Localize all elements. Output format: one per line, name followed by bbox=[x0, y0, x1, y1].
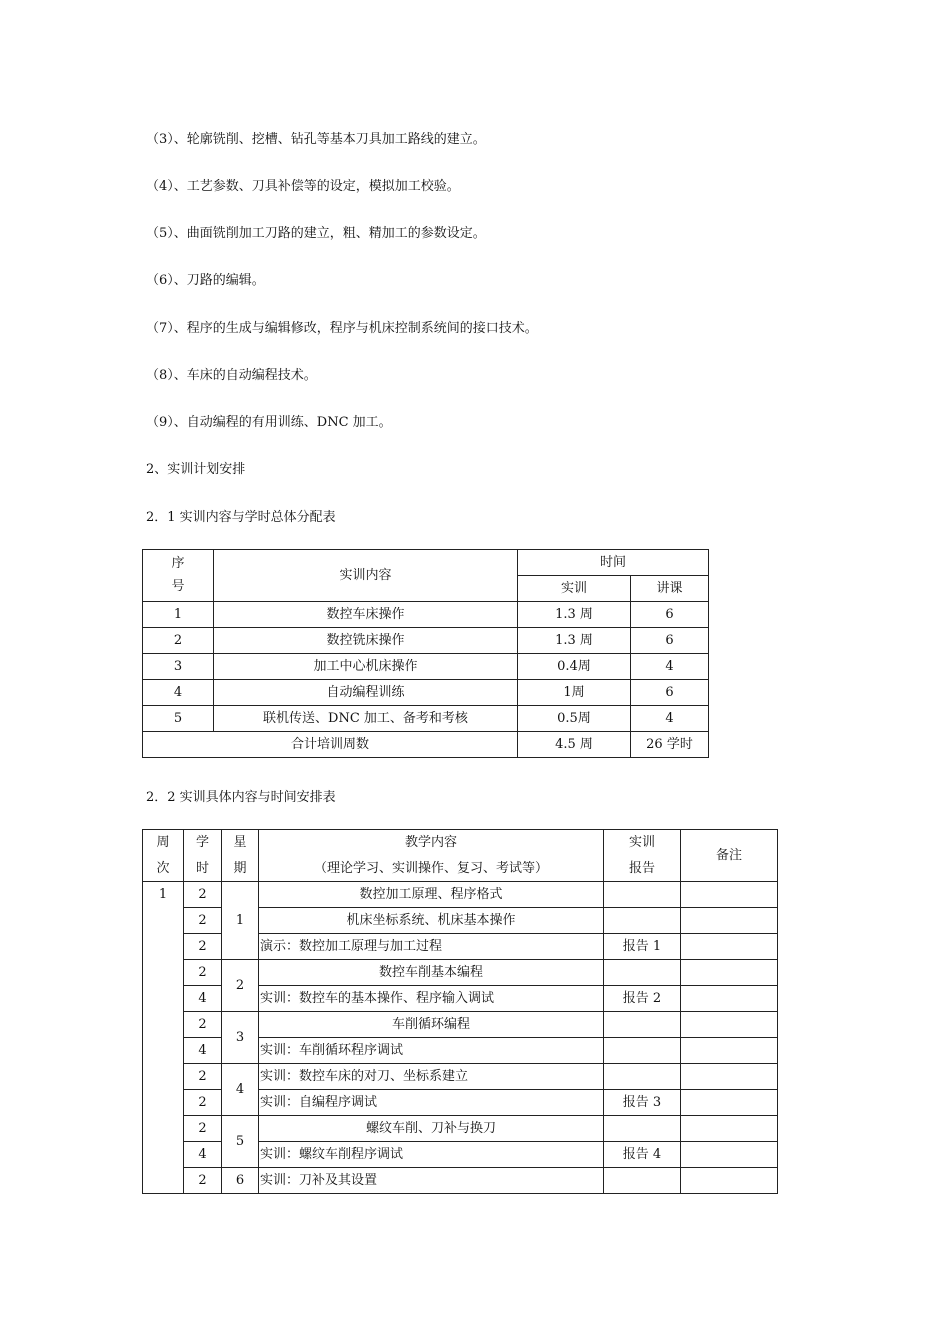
week-number: 1 bbox=[158, 887, 168, 902]
cell-practice: 0.5周 bbox=[518, 706, 631, 732]
table-header-row bbox=[143, 830, 778, 856]
cell-note bbox=[681, 1168, 778, 1194]
cell-content: 数控铣床操作 bbox=[214, 628, 518, 654]
cell-hours: 2 bbox=[184, 960, 222, 986]
cell-content: 实训：车削循环程序调试 bbox=[259, 1038, 604, 1064]
table-row bbox=[143, 1012, 778, 1038]
header-seq-bottom: 号 bbox=[171, 579, 185, 594]
cell-hours: 2 bbox=[184, 882, 222, 908]
cell-note bbox=[681, 1064, 778, 1090]
header-week-bottom: 次 bbox=[156, 860, 170, 876]
cell-seq: 5 bbox=[143, 706, 214, 732]
header-time: 时间 bbox=[518, 550, 709, 576]
header-hours bbox=[184, 830, 222, 882]
table2-heading: 2．2 实训具体内容与时间安排表 bbox=[146, 790, 336, 805]
header-content-bottom: （理论学习、实训操作、复习、考试等） bbox=[313, 860, 548, 876]
cell-content: 数控加工原理、程序格式 bbox=[259, 882, 604, 908]
table-row bbox=[143, 1168, 778, 1194]
header-content: 实训内容 bbox=[214, 550, 518, 602]
cell-hours: 4 bbox=[184, 1142, 222, 1168]
table-row bbox=[143, 882, 778, 908]
header-hours-bottom: 时 bbox=[195, 860, 209, 876]
header-day bbox=[222, 830, 259, 882]
cell-day: 6 bbox=[222, 1168, 259, 1194]
header-note: 备注 bbox=[681, 830, 778, 882]
cell-lecture: 6 bbox=[631, 602, 709, 628]
cell-content: 自动编程训练 bbox=[214, 680, 518, 706]
cell-lecture: 6 bbox=[631, 680, 709, 706]
cell-day: 3 bbox=[222, 1012, 259, 1064]
table-row bbox=[143, 1064, 778, 1090]
header-content bbox=[259, 830, 604, 882]
table-row bbox=[143, 706, 709, 732]
cell-report bbox=[604, 960, 681, 986]
cell-day: 5 bbox=[222, 1116, 259, 1168]
cell-report bbox=[604, 1168, 681, 1194]
total-lecture: 26 学时 bbox=[631, 732, 709, 758]
header-week-top: 周 bbox=[156, 834, 170, 850]
cell-note bbox=[681, 908, 778, 934]
cell-content: 螺纹车削、刀补与换刀 bbox=[259, 1116, 604, 1142]
cell-hours: 4 bbox=[184, 1038, 222, 1064]
cell-note bbox=[681, 1038, 778, 1064]
cell-note bbox=[681, 1090, 778, 1116]
cell-seq: 3 bbox=[143, 654, 214, 680]
cell-lecture: 6 bbox=[631, 628, 709, 654]
cell-content: 机床坐标系统、机床基本操作 bbox=[259, 908, 604, 934]
cell-note bbox=[681, 986, 778, 1012]
header-week bbox=[143, 830, 184, 882]
header-seq bbox=[143, 550, 214, 602]
cell-content: 联机传送、DNC 加工、备考和考核 bbox=[214, 706, 518, 732]
cell-content: 实训：刀补及其设置 bbox=[259, 1168, 604, 1194]
cell-hours: 4 bbox=[184, 986, 222, 1012]
header-seq-top: 序 bbox=[171, 556, 185, 571]
table-row bbox=[143, 1116, 778, 1142]
cell-hours: 2 bbox=[184, 908, 222, 934]
cell-hours: 2 bbox=[184, 1116, 222, 1142]
cell-day: 4 bbox=[222, 1064, 259, 1116]
cell-report: 报告 4 bbox=[604, 1142, 681, 1168]
table-row bbox=[143, 680, 709, 706]
cell-day: 2 bbox=[222, 960, 259, 1012]
cell-practice: 1周 bbox=[518, 680, 631, 706]
cell-note bbox=[681, 882, 778, 908]
table-row bbox=[143, 628, 709, 654]
cell-day: 1 bbox=[222, 882, 259, 960]
table-row bbox=[143, 654, 709, 680]
cell-report bbox=[604, 1038, 681, 1064]
cell-content: 实训：数控车床的对刀、坐标系建立 bbox=[259, 1064, 604, 1090]
paragraph-5: （5）、曲面铣削加工刀路的建立，粗、精加工的参数设定。 bbox=[146, 226, 486, 241]
cell-hours: 2 bbox=[184, 1012, 222, 1038]
cell-hours: 2 bbox=[184, 1168, 222, 1194]
table-row bbox=[143, 602, 709, 628]
header-day-top: 星 bbox=[233, 834, 247, 850]
header-report bbox=[604, 830, 681, 882]
cell-content: 演示：数控加工原理与加工过程 bbox=[259, 934, 604, 960]
header-practice: 实训 bbox=[518, 576, 631, 602]
header-report-bottom: 报告 bbox=[628, 860, 655, 876]
cell-lecture: 4 bbox=[631, 706, 709, 732]
header-report-top: 实训 bbox=[628, 834, 655, 850]
header-lecture: 讲课 bbox=[631, 576, 709, 602]
table-header-row bbox=[143, 550, 709, 576]
table1-heading: 2．1 实训内容与学时总体分配表 bbox=[146, 510, 336, 525]
cell-report bbox=[604, 1064, 681, 1090]
cell-content: 实训：自编程序调试 bbox=[259, 1090, 604, 1116]
cell-report: 报告 1 bbox=[604, 934, 681, 960]
cell-report bbox=[604, 882, 681, 908]
header-content-top: 教学内容 bbox=[404, 834, 457, 850]
hours-allocation-table bbox=[142, 549, 709, 758]
paragraph-8: （8）、车床的自动编程技术。 bbox=[146, 368, 317, 383]
cell-content: 实训：数控车的基本操作、程序输入调试 bbox=[259, 986, 604, 1012]
table-total-row bbox=[143, 732, 709, 758]
cell-seq: 2 bbox=[143, 628, 214, 654]
cell-hours: 2 bbox=[184, 934, 222, 960]
cell-content: 车削循环编程 bbox=[259, 1012, 604, 1038]
cell-lecture: 4 bbox=[631, 654, 709, 680]
paragraph-7: （7）、程序的生成与编辑修改，程序与机床控制系统间的接口技术。 bbox=[146, 321, 538, 336]
header-hours-top: 学 bbox=[195, 834, 209, 850]
paragraph-4: （4）、工艺参数、刀具补偿等的设定，模拟加工校验。 bbox=[146, 179, 460, 194]
cell-seq: 4 bbox=[143, 680, 214, 706]
paragraph-6: （6）、刀路的编辑。 bbox=[146, 273, 265, 288]
schedule-table bbox=[142, 829, 778, 1194]
cell-practice: 0.4周 bbox=[518, 654, 631, 680]
cell-hours: 2 bbox=[184, 1064, 222, 1090]
cell-note bbox=[681, 934, 778, 960]
cell-practice: 1.3 周 bbox=[518, 602, 631, 628]
cell-week bbox=[143, 882, 184, 1194]
cell-practice: 1.3 周 bbox=[518, 628, 631, 654]
section-heading: 2、实训计划安排 bbox=[146, 462, 246, 477]
cell-report bbox=[604, 908, 681, 934]
cell-content: 加工中心机床操作 bbox=[214, 654, 518, 680]
cell-note bbox=[681, 1116, 778, 1142]
total-label: 合计培训周数 bbox=[143, 732, 518, 758]
table-row bbox=[143, 960, 778, 986]
cell-hours: 2 bbox=[184, 1090, 222, 1116]
paragraph-9: （9）、自动编程的有用训练、DNC 加工。 bbox=[146, 415, 392, 430]
cell-content: 数控车床操作 bbox=[214, 602, 518, 628]
cell-report bbox=[604, 1012, 681, 1038]
cell-report: 报告 3 bbox=[604, 1090, 681, 1116]
header-day-bottom: 期 bbox=[233, 860, 247, 876]
cell-note bbox=[681, 1142, 778, 1168]
cell-seq: 1 bbox=[143, 602, 214, 628]
cell-report: 报告 2 bbox=[604, 986, 681, 1012]
cell-content: 数控车削基本编程 bbox=[259, 960, 604, 986]
paragraph-3: （3）、轮廓铣削、挖槽、钻孔等基本刀具加工路线的建立。 bbox=[146, 132, 486, 147]
cell-report bbox=[604, 1116, 681, 1142]
cell-content: 实训：螺纹车削程序调试 bbox=[259, 1142, 604, 1168]
cell-note bbox=[681, 960, 778, 986]
cell-note bbox=[681, 1012, 778, 1038]
total-practice: 4.5 周 bbox=[518, 732, 631, 758]
